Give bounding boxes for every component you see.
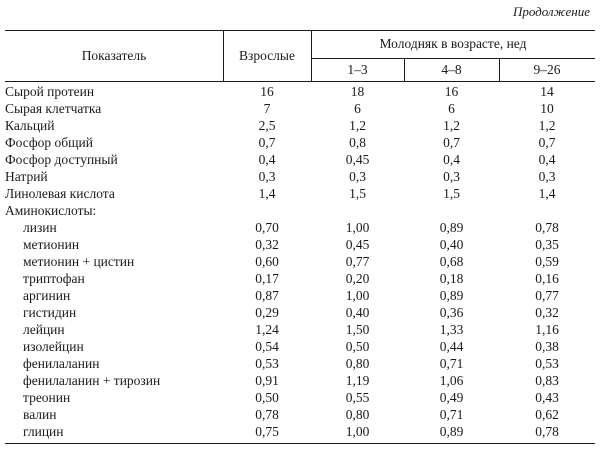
age-9-26-value: 1,4 bbox=[538, 185, 556, 201]
age-4-8-value: 0,44 bbox=[439, 339, 464, 355]
row-label: гистидин bbox=[23, 305, 77, 321]
age-4-8-value: 1,2 bbox=[443, 117, 460, 133]
age-1-3-value: 0,40 bbox=[345, 305, 370, 321]
table-row bbox=[5, 202, 595, 219]
adults-value: 0,7 bbox=[258, 134, 276, 150]
table-bottom-rule bbox=[5, 443, 595, 444]
row-label: Сырая клетчатка bbox=[5, 100, 102, 116]
age-9-26-value: 0,4 bbox=[538, 151, 556, 167]
row-label: лейцин bbox=[23, 322, 65, 338]
age-9-26-value: 0,7 bbox=[538, 134, 556, 150]
age-1-3-value: 0,80 bbox=[345, 356, 370, 372]
row-label: метионин bbox=[23, 236, 80, 252]
row-label: Сырой протеин bbox=[5, 83, 95, 99]
table-row bbox=[5, 322, 595, 339]
age-4-8-value: 0,3 bbox=[443, 168, 460, 184]
age-1-3-value: 1,00 bbox=[345, 424, 370, 440]
age-4-8-value: 0,36 bbox=[439, 305, 464, 321]
age-9-26-value: 0,53 bbox=[535, 356, 559, 372]
age-1-3-value: 0,20 bbox=[345, 271, 370, 287]
table-row bbox=[5, 236, 595, 253]
row-label: Фосфор общий bbox=[5, 134, 93, 150]
age-1-3-value: 18 bbox=[350, 83, 365, 99]
age-1-3-value: 0,3 bbox=[349, 168, 366, 184]
table-row bbox=[5, 151, 595, 168]
age-9-26-value: 1,2 bbox=[538, 117, 556, 133]
adults-value: 0,78 bbox=[255, 407, 279, 423]
age-4-8-value: 0,71 bbox=[439, 356, 464, 372]
table-row bbox=[5, 373, 595, 390]
table-row bbox=[5, 185, 595, 202]
adults-value: 0,70 bbox=[255, 219, 279, 235]
adults-value: 0,4 bbox=[258, 151, 276, 167]
table-row bbox=[5, 356, 595, 373]
age-1-3-value: 6 bbox=[354, 100, 361, 116]
table-row bbox=[5, 253, 595, 270]
row-label: лизин bbox=[23, 219, 57, 235]
age-4-8-value: 0,40 bbox=[439, 236, 464, 252]
age-9-26-value: 0,77 bbox=[535, 288, 559, 304]
age-1-3-value: 1,00 bbox=[345, 219, 370, 235]
header-adults: Взрослые bbox=[239, 48, 295, 63]
table-row bbox=[5, 305, 595, 322]
row-label: метионин + цистин bbox=[23, 253, 135, 269]
age-4-8-value: 6 bbox=[448, 100, 455, 116]
age-9-26-value bbox=[499, 202, 595, 219]
age-9-26-value: 14 bbox=[540, 83, 554, 99]
age-1-3-value: 1,00 bbox=[345, 288, 370, 304]
table-row bbox=[5, 168, 595, 185]
age-9-26-value: 0,43 bbox=[535, 390, 559, 406]
adults-value: 0,17 bbox=[255, 271, 279, 287]
table-row bbox=[5, 134, 595, 151]
row-label: Кальций bbox=[5, 117, 55, 133]
age-4-8-value bbox=[404, 202, 499, 219]
age-1-3-value: 0,45 bbox=[345, 151, 370, 167]
age-9-26-value: 10 bbox=[540, 100, 554, 116]
age-9-26-value: 0,3 bbox=[538, 168, 556, 184]
age-9-26-value: 0,83 bbox=[535, 373, 559, 389]
age-9-26-value: 0,78 bbox=[535, 424, 559, 440]
age-9-26-value: 0,62 bbox=[535, 407, 559, 423]
nutrient-table bbox=[5, 83, 595, 441]
table-row bbox=[5, 424, 595, 441]
age-1-3-value: 1,5 bbox=[349, 185, 366, 201]
row-label: валин bbox=[23, 407, 57, 423]
table-row bbox=[5, 219, 595, 236]
adults-value: 0,54 bbox=[255, 339, 279, 355]
adults-value: 2,5 bbox=[258, 117, 276, 133]
adults-value: 0,87 bbox=[255, 288, 279, 304]
age-4-8-value: 0,68 bbox=[439, 253, 464, 269]
row-label: аргинин bbox=[23, 288, 71, 304]
row-label: глицин bbox=[23, 424, 64, 440]
age-9-26-value: 0,35 bbox=[535, 236, 559, 252]
row-label: Фосфор доступный bbox=[5, 151, 118, 167]
table-row bbox=[5, 390, 595, 407]
age-1-3-value bbox=[311, 202, 404, 219]
age-1-3-value: 0,8 bbox=[349, 134, 366, 150]
age-1-3-value: 0,80 bbox=[345, 407, 370, 423]
table-row bbox=[5, 83, 595, 100]
age-9-26-value: 0,38 bbox=[535, 339, 559, 355]
table-row bbox=[5, 407, 595, 424]
row-label: Натрий bbox=[5, 168, 48, 184]
age-4-8-value: 0,89 bbox=[439, 288, 464, 304]
age-4-8-value: 1,5 bbox=[443, 185, 460, 201]
age-4-8-value: 0,49 bbox=[439, 390, 464, 406]
adults-value: 0,75 bbox=[255, 424, 279, 440]
adults-value: 0,29 bbox=[255, 305, 279, 321]
age-group-rule bbox=[311, 58, 595, 59]
adults-value: 1,24 bbox=[255, 322, 279, 338]
adults-value: 0,32 bbox=[255, 236, 279, 252]
age-1-3-value: 0,45 bbox=[345, 236, 370, 252]
table-row bbox=[5, 288, 595, 305]
age-4-8-value: 16 bbox=[444, 83, 459, 99]
header-young-group: Молодняк в возрасте, нед bbox=[379, 36, 527, 51]
row-label: фенилаланин + тирозин bbox=[23, 373, 161, 389]
adults-value: 1,4 bbox=[258, 185, 276, 201]
row-label: фенилаланин bbox=[23, 356, 100, 372]
adults-value bbox=[223, 202, 311, 219]
adults-value: 0,3 bbox=[258, 168, 276, 184]
header-age-2: 4–8 bbox=[441, 62, 462, 77]
adults-value: 0,53 bbox=[255, 356, 279, 372]
row-label: Аминокислоты: bbox=[5, 202, 97, 218]
age-4-8-value: 0,18 bbox=[439, 271, 464, 287]
header-age-3: 9–26 bbox=[533, 62, 561, 77]
age-4-8-value: 0,4 bbox=[443, 151, 460, 167]
age-1-3-value: 1,19 bbox=[345, 373, 370, 389]
adults-value: 16 bbox=[260, 83, 274, 99]
adults-value: 0,91 bbox=[255, 373, 279, 389]
age-4-8-value: 0,7 bbox=[443, 134, 460, 150]
age-9-26-value: 0,16 bbox=[535, 271, 559, 287]
row-label: триптофан bbox=[23, 271, 85, 287]
adults-value: 7 bbox=[263, 100, 271, 116]
age-4-8-value: 0,89 bbox=[439, 219, 464, 235]
age-9-26-value: 1,16 bbox=[535, 322, 559, 338]
age-9-26-value: 0,78 bbox=[535, 219, 559, 235]
age-4-8-value: 1,06 bbox=[439, 373, 464, 389]
age-9-26-value: 0,59 bbox=[535, 253, 559, 269]
age-4-8-value: 1,33 bbox=[439, 322, 464, 338]
table-row bbox=[5, 271, 595, 288]
adults-value: 0,50 bbox=[255, 390, 279, 406]
top-rule bbox=[5, 30, 595, 31]
age-1-3-value: 0,77 bbox=[345, 253, 370, 269]
age-1-3-value: 0,55 bbox=[345, 390, 370, 406]
row-label: изолейцин bbox=[23, 339, 84, 355]
age-1-3-value: 1,50 bbox=[345, 322, 370, 338]
age-1-3-value: 1,2 bbox=[349, 117, 366, 133]
age-4-8-value: 0,71 bbox=[439, 407, 464, 423]
header-bottom-rule bbox=[5, 81, 595, 82]
table-row bbox=[5, 339, 595, 356]
header-indicator: Показатель bbox=[81, 48, 147, 63]
age-1-3-value: 0,50 bbox=[345, 339, 370, 355]
continuation-note: Продолжение bbox=[512, 4, 590, 19]
row-label: треонин bbox=[23, 390, 71, 406]
table-row bbox=[5, 100, 595, 117]
header-age-1: 1–3 bbox=[347, 62, 368, 77]
row-label: Линолевая кислота bbox=[5, 185, 115, 201]
table-body bbox=[5, 83, 595, 441]
table-row bbox=[5, 117, 595, 134]
adults-value: 0,60 bbox=[255, 253, 279, 269]
age-9-26-value: 0,32 bbox=[535, 305, 559, 321]
age-4-8-value: 0,89 bbox=[439, 424, 464, 440]
